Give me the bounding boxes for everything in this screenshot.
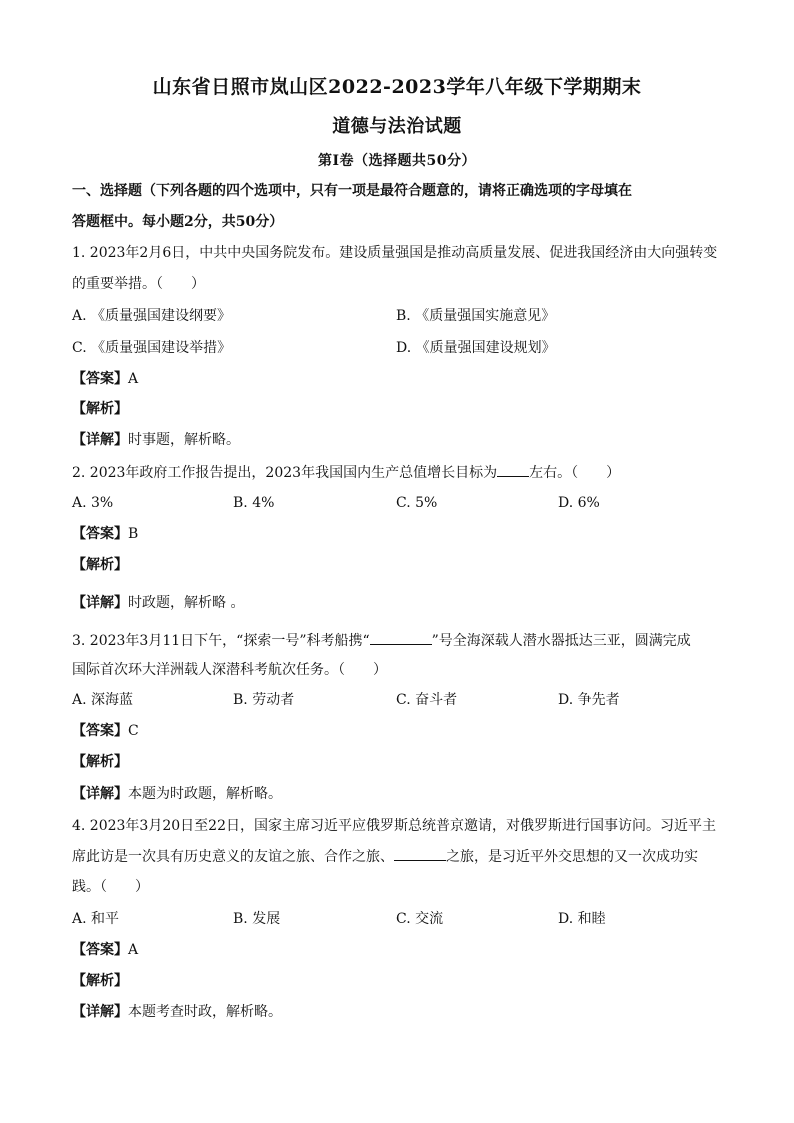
analysis-label: 【解析】: [72, 973, 128, 989]
q4-option-a: A. 和平: [72, 911, 120, 927]
answer-label: 【答案】: [72, 526, 128, 542]
q3-option-c: C. 奋斗者: [396, 692, 458, 708]
q4-analysis: [72, 971, 732, 991]
q2-blank: [497, 462, 529, 477]
q1-detail-text: 时事题，解析略。: [128, 432, 240, 448]
q3-option-a: A. 深海蓝: [72, 692, 134, 708]
q4-answer-value: A: [128, 942, 139, 958]
q3-analysis: [72, 752, 732, 772]
q2-option-b: B. 4%: [233, 495, 275, 511]
q2-answer: [72, 524, 732, 544]
q4-stem-post: 之旅，是习近平外交思想的又一次成功实: [446, 849, 698, 865]
q1-option-d: D. 《质量强国建设规划》: [396, 340, 556, 356]
detail-label: 【详解】: [72, 1004, 128, 1020]
q1-answer-value: A: [128, 371, 139, 387]
section-instructions-line1: 一、选择题（下列各题的四个选项中，只有一项是最符合题意的，请将正确选项的字母填在: [72, 183, 632, 199]
q3-stem-line1: [72, 630, 732, 651]
q4-stem-line3: 践。（ ）: [72, 879, 149, 895]
q2-option-a: A. 3%: [72, 495, 114, 511]
analysis-label: 【解析】: [72, 401, 128, 417]
q2-option-d: D. 6%: [558, 495, 600, 511]
q4-answer: [72, 940, 732, 960]
detail-label: 【详解】: [72, 786, 128, 802]
analysis-label: 【解析】: [72, 557, 128, 573]
q2-answer-value: B: [128, 526, 139, 542]
q1-analysis: [72, 399, 732, 419]
q4-stem-pre: 席此访是一次具有历史意义的友谊之旅、合作之旅、: [72, 849, 394, 865]
q4-stem-line1: 4. 2023年3月20日至22日，国家主席习近平应俄罗斯总统普京邀请，对俄罗斯进行国事访问。习近平主: [72, 818, 716, 834]
q4-option-b: B. 发展: [233, 911, 281, 927]
q1-detail: [72, 430, 732, 450]
answer-label: 【答案】: [72, 942, 128, 958]
q4-detail-text: 本题考查时政，解析略。: [128, 1004, 282, 1020]
q2-detail-text: 时政题，解析略 。: [128, 595, 245, 611]
q2-analysis: [72, 555, 732, 575]
q1-option-b: B. 《质量强国实施意见》: [396, 308, 556, 324]
exam-subtitle: 道德与法治试题: [332, 116, 462, 137]
q3-detail-text: 本题为时政题，解析略。: [128, 786, 282, 802]
q4-detail: [72, 1002, 732, 1022]
exam-title: 山东省日照市岚山区2022-2023学年八年级下学期期末: [152, 76, 642, 98]
q3-option-b: B. 劳动者: [233, 692, 295, 708]
q2-detail: [72, 593, 732, 613]
q1-option-c: C. 《质量强国建设举措》: [72, 340, 232, 356]
q2-stem: [72, 462, 732, 483]
q3-blank: [370, 630, 432, 645]
q3-detail: [72, 784, 732, 804]
q2-stem-post: 左右。（ ）: [529, 465, 621, 481]
q3-answer: [72, 721, 732, 741]
detail-label: 【详解】: [72, 432, 128, 448]
q1-stem-line1: 1. 2023年2月6日，中共中央国务院发布。建设质量强国是推动高质量发展、促进我国经济由大向强转变: [72, 245, 718, 261]
q1-answer: [72, 369, 732, 389]
analysis-label: 【解析】: [72, 754, 128, 770]
section-instructions-line2: 答题框中。每小题2分，共50分）: [72, 214, 284, 230]
q1-stem-line2: 的重要举措。（ ）: [72, 276, 205, 292]
answer-label: 【答案】: [72, 371, 128, 387]
q3-stem-pre: 3. 2023年3月11日下午，“探索一号”科考船携“: [72, 633, 370, 649]
q3-stem-post: ”号全海深载人潜水器抵达三亚，圆满完成: [431, 633, 691, 649]
q4-option-c: C. 交流: [396, 911, 444, 927]
q1-option-a: A. 《质量强国建设纲要》: [72, 308, 232, 324]
volume-heading: 第I卷（选择题共50分）: [317, 153, 477, 169]
q3-answer-value: C: [128, 723, 139, 739]
answer-label: 【答案】: [72, 723, 128, 739]
q2-stem-pre: 2. 2023年政府工作报告提出，2023年我国国内生产总值增长目标为: [72, 465, 498, 481]
q3-stem-line2: 国际首次环大洋洲载人深潜科考航次任务。（ ）: [72, 662, 387, 678]
detail-label: 【详解】: [72, 595, 128, 611]
q3-option-d: D. 争先者: [558, 692, 620, 708]
q4-stem-line2: [72, 846, 732, 867]
q4-option-d: D. 和睦: [558, 911, 606, 927]
q2-option-c: C. 5%: [396, 495, 438, 511]
q4-blank: [394, 846, 446, 861]
